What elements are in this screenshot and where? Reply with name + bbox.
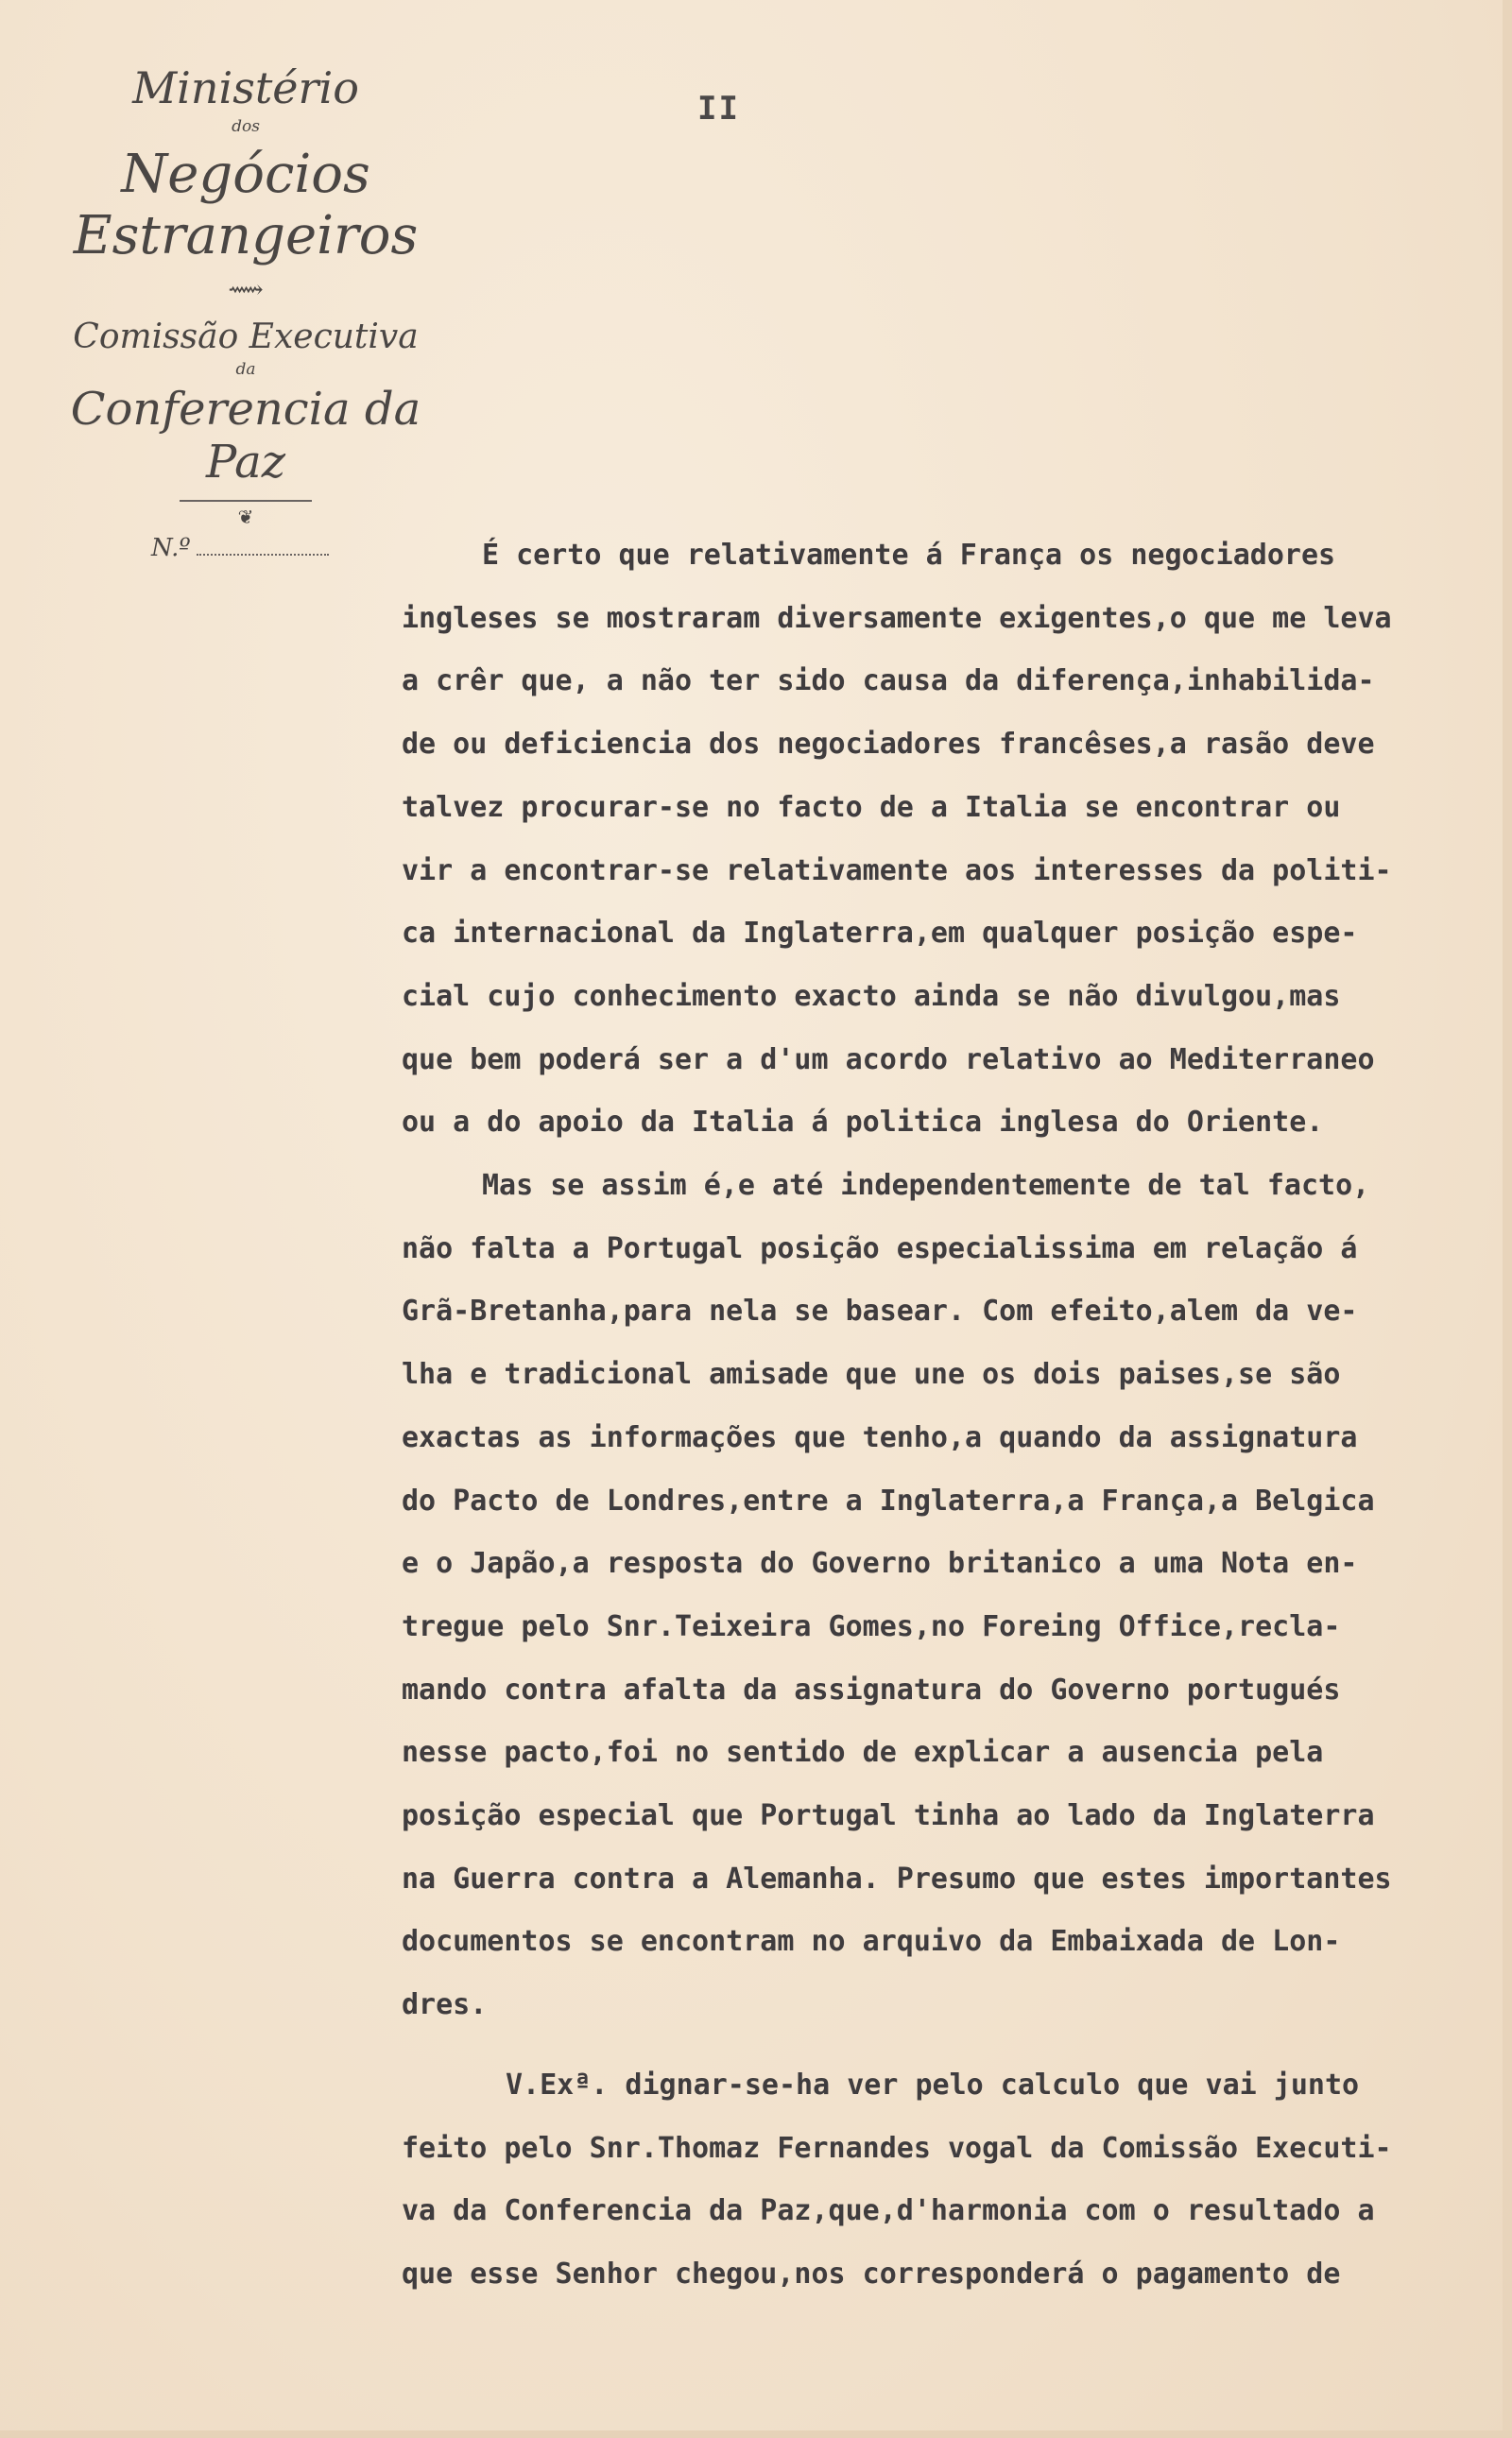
text-line: que esse Senhor chegou,nos corresponderá o pagamento de: [402, 2257, 1341, 2291]
text-line: Grã-Bretanha,para nela se basear. Com efeito,alem da ve-: [402, 1295, 1358, 1329]
text-line: feito pelo Snr.Thomaz Fernandes vogal da Comissão Executi-: [402, 2131, 1392, 2165]
text-line: va da Conferencia da Paz,que,d'harmonia com o resultado a: [402, 2194, 1375, 2228]
text-line: e o Japão,a resposta do Governo britanico a uma Nota en-: [402, 1547, 1358, 1581]
text-line: lha e tradicional amisade que une os dois paises,se são: [402, 1358, 1341, 1392]
text-line: documentos se encontram no arquivo da Embaixada de Lon-: [402, 1925, 1341, 1959]
text-line: a crêr que, a não ter sido causa da diferença,inhabilida-: [402, 664, 1375, 698]
paragraph-gap: [402, 2037, 1479, 2054]
text-line: na Guerra contra a Alemanha. Presumo que estes importantes: [402, 1862, 1392, 1896]
letterhead-divider: [180, 500, 312, 502]
text-line: V.Exª. dignar-se-ha ver pelo calculo que vai junto: [506, 2068, 1360, 2102]
letterhead-da: da: [235, 360, 256, 379]
letter-body: [402, 524, 1479, 2307]
page-number: II: [697, 90, 740, 128]
text-line: que bem poderá ser a d'um acordo relativo ao Mediterraneo: [402, 1042, 1375, 1076]
text-line: cial cujo conhecimento exacto ainda se não divulgou,mas: [402, 979, 1341, 1013]
letterhead: [38, 57, 454, 528]
text-line: posição especial que Portugal tinha ao lado da Inglaterra: [402, 1799, 1375, 1833]
text-line: Mas se assim é,e até independentemente de tal facto,: [482, 1169, 1370, 1203]
numero-field: [151, 534, 359, 562]
letterhead-conferencia: Conferencia da Paz: [70, 383, 421, 489]
text-line: de ou deficiencia dos negociadores francêses,a rasão deve: [402, 728, 1375, 762]
letterhead-dos: dos: [232, 117, 260, 136]
numero-label: N.º: [151, 534, 191, 562]
text-line: talvez procurar-se no facto de a Italia se encontrar ou: [402, 790, 1341, 824]
text-line: não falta a Portugal posição especialissima em relação á: [402, 1231, 1358, 1265]
letterhead-comissao: Comissão Executiva: [73, 318, 419, 356]
text-line: nesse pacto,foi no sentido de explicar a ausencia pela: [402, 1736, 1324, 1770]
paper-edge-bottom: [0, 2430, 1512, 2438]
text-line: exactas as informações que tenho,a quando da assignatura: [402, 1420, 1358, 1454]
text-line: mando contra afalta da assignatura do Governo portugués: [402, 1673, 1341, 1707]
paragraph-3: [402, 2054, 1479, 2307]
text-line: do Pacto de Londres,entre a Inglaterra,a França,a Belgica: [402, 1484, 1375, 1518]
numero-blank: [197, 554, 329, 556]
text-line: tregue pelo Snr.Teixeira Gomes,no Foreing Office,recla-: [402, 1609, 1341, 1643]
fleuron-icon: ❦: [237, 506, 254, 528]
paragraph-1: [402, 524, 1479, 1155]
text-line: vir a encontrar-se relativamente aos interesses da politi-: [402, 853, 1392, 887]
text-line: É certo que relativamente á França os negociadores: [482, 539, 1336, 572]
text-line: ingleses se mostraram diversamente exigentes,o que me leva: [402, 601, 1392, 635]
letterhead-negocios: Negócios Estrangeiros: [73, 144, 419, 266]
text-line: ou a do apoio da Italia á politica inglesa do Oriente.: [402, 1106, 1324, 1140]
text-line: dres.: [402, 1988, 488, 2022]
text-line: ca internacional da Inglaterra,em qualquer posição espe-: [402, 917, 1358, 951]
paper-edge-right: [1503, 0, 1512, 2438]
paragraph-2: [402, 1155, 1479, 2037]
letterhead-ministerio: Ministério: [132, 62, 359, 113]
ornament-icon: ⟿: [228, 276, 264, 304]
